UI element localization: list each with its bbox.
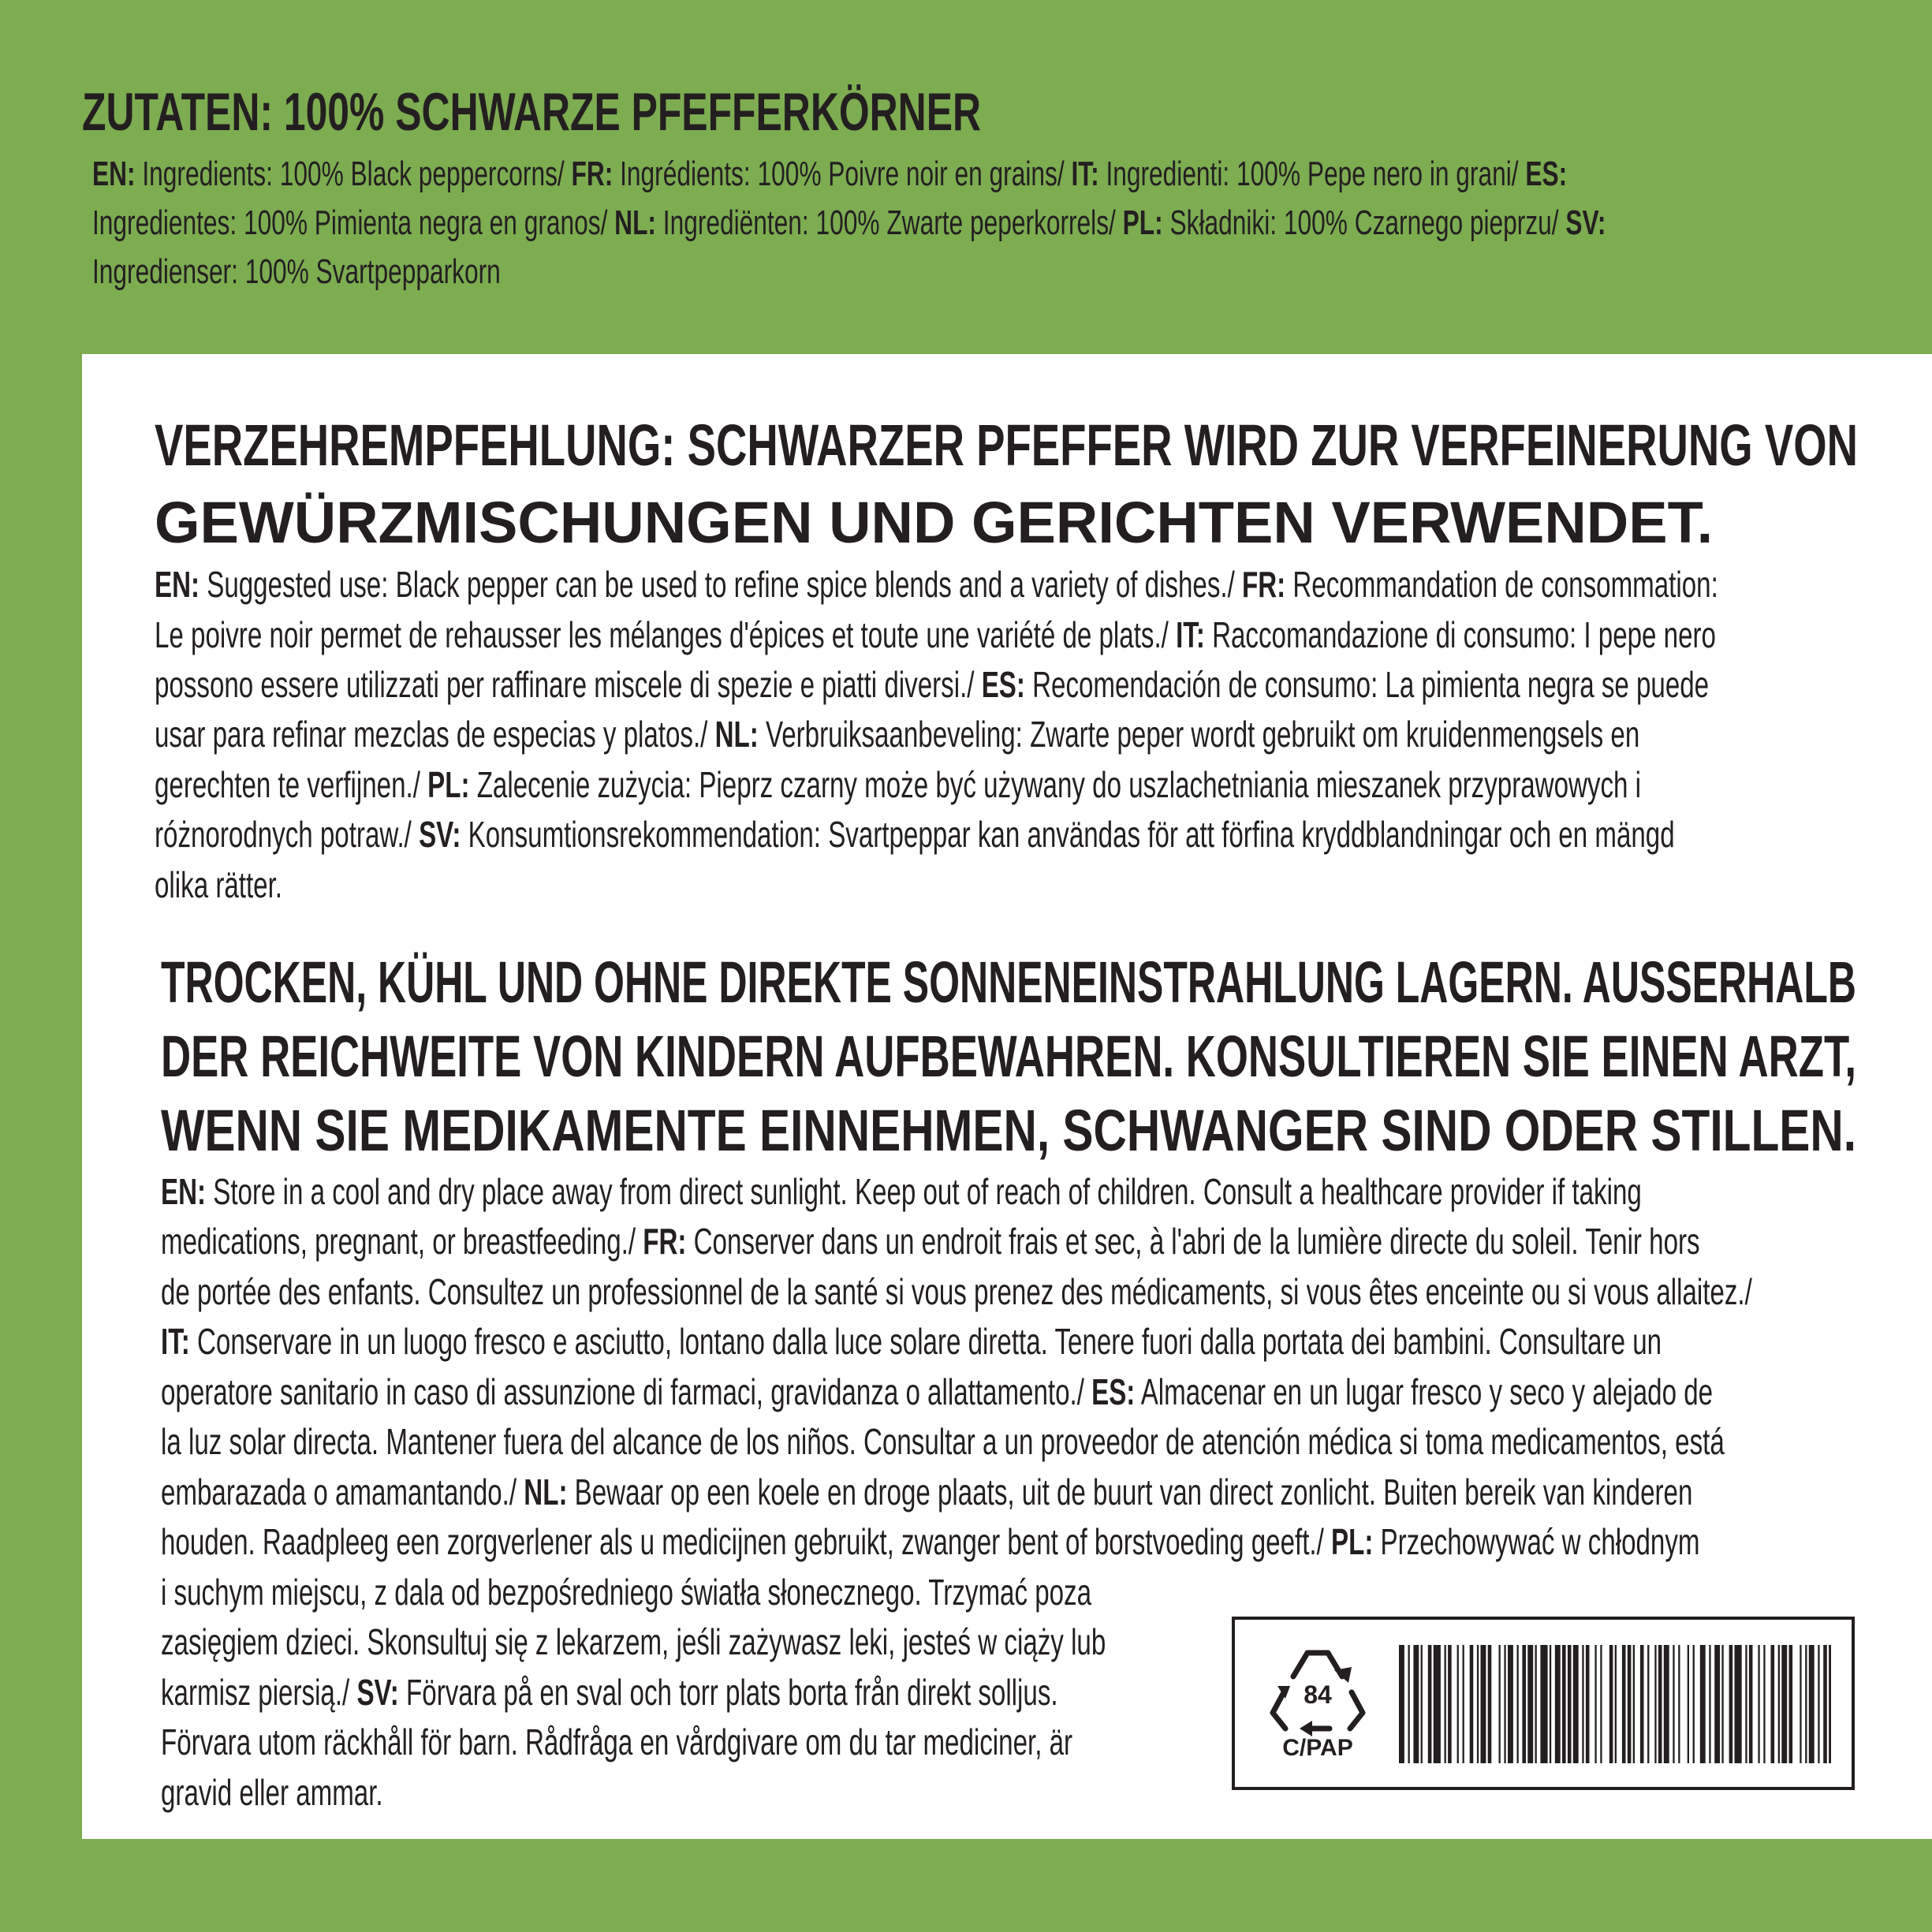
barcode-bar	[1678, 1645, 1680, 1763]
barcode-bar	[1448, 1645, 1452, 1763]
usage-text-line	[155, 565, 1932, 604]
storage-text-line	[161, 1422, 1932, 1461]
barcode-bar	[1628, 1645, 1632, 1763]
barcode-bar	[1709, 1645, 1710, 1763]
storage-text-line	[161, 1272, 1932, 1311]
language-code: IT:	[161, 1321, 190, 1362]
storage-heading-text: WENN SIE MEDIKAMENTE EINNEHMEN, SCHWANGER SIND ODER STILLEN.	[161, 1098, 1856, 1163]
storage-text-line	[161, 1572, 1453, 1612]
ingredients-title	[82, 82, 1307, 142]
barcode-bar	[1615, 1645, 1617, 1763]
barcode-bar	[1428, 1645, 1432, 1763]
storage-heading-text: DER REICHWEITE VON KINDERN AUFBEWAHREN. KONSULTIEREN SIE EINEN ARZT,	[161, 1024, 1856, 1089]
ingredients-line-text: EN: Ingredients: 100% Black peppercorns/ FR: Ingrédients: 100% Poivre noir en grains/ IT: Ingredienti: 100% Pepe nero in grani/ ES:	[92, 155, 1568, 193]
storage-text: embarazada o amamantando./ NL: Bewaar op een koele en droge plaats, uit de buurt van direct zonlicht. Buiten bereik van kinderen	[161, 1471, 1693, 1512]
barcode-bar	[1688, 1645, 1689, 1763]
language-code: PL:	[1330, 1521, 1374, 1562]
storage-text: la luz solar directa. Mantener fuera del alcance de los niños. Consultar a un proveedor de atención médica si toma medicamentos, está	[161, 1421, 1725, 1462]
language-code: NL:	[614, 203, 656, 242]
language-code: FR:	[571, 155, 614, 193]
language-code: SV:	[1565, 203, 1606, 242]
usage-heading-text: VERZEHREMPFEHLUNG: SCHWARZER PFEFFER WIRD ZUR VERFEINERUNG VON	[155, 412, 1858, 478]
barcode-bar	[1781, 1645, 1787, 1763]
barcode-bar	[1527, 1645, 1533, 1763]
usage-text-line	[155, 615, 1932, 655]
language-code: IT:	[1176, 614, 1205, 655]
barcode-bar	[1481, 1645, 1486, 1763]
barcode-bar	[1633, 1645, 1635, 1763]
barcode-bar	[1434, 1645, 1441, 1763]
barcode-bar	[1809, 1645, 1815, 1763]
language-code: PL:	[1122, 203, 1163, 242]
usage-text-line	[155, 765, 1932, 804]
barcode-bar	[1568, 1645, 1572, 1763]
language-code: SV:	[419, 814, 461, 855]
barcode-bar	[1789, 1645, 1793, 1763]
usage-heading-text: GEWÜRZMISCHUNGEN UND GERICHTEN VERWENDET.	[155, 490, 1714, 555]
barcode-bar	[1535, 1645, 1537, 1763]
barcode-bar	[1673, 1645, 1674, 1763]
ingredients-line	[92, 252, 659, 292]
barcode-bar	[1622, 1645, 1626, 1763]
barcode-bar	[1778, 1645, 1780, 1763]
barcode-bar	[1457, 1645, 1459, 1763]
barcode-box	[1232, 1617, 1855, 1790]
language-code: NL:	[524, 1471, 568, 1512]
usage-text: Le poivre noir permet de rehausser les mélanges d'épices et toute une variété de plats./ IT: Raccomandazione di consumo: I pepe nero	[155, 614, 1716, 655]
language-code: EN:	[155, 564, 200, 605]
barcode-bar	[1771, 1645, 1775, 1763]
barcode-bar	[1609, 1645, 1613, 1763]
barcode-bar	[1499, 1645, 1501, 1763]
barcode-bar	[1504, 1645, 1505, 1763]
storage-text: EN: Store in a cool and dry place away from direct sunlight. Keep out of reach of children. Consult a healthcare provider if taking	[161, 1171, 1642, 1212]
storage-text: i suchym miejscu, z dala od bezpośredniego światła słonecznego. Trzymać poza	[161, 1572, 1092, 1613]
language-code: IT:	[1071, 155, 1099, 193]
barcode-bar	[1640, 1645, 1644, 1763]
recycling-number: 84	[1304, 1680, 1332, 1709]
barcode-bar	[1600, 1645, 1602, 1763]
storage-text-line	[161, 1172, 1932, 1211]
barcode-bar	[1745, 1645, 1747, 1763]
usage-text-line	[155, 714, 1932, 754]
barcode-bar	[1749, 1645, 1753, 1763]
barcode-bar	[1721, 1645, 1723, 1763]
language-code: ES:	[1525, 155, 1568, 193]
ingredients-line	[92, 203, 1932, 243]
recycling-triangle-icon	[1266, 1640, 1369, 1759]
usage-heading-line	[155, 412, 1932, 478]
barcode-bar	[1647, 1645, 1649, 1763]
barcode-bar	[1594, 1645, 1596, 1763]
storage-text: de portée des enfants. Consultez un professionnel de la santé si vous prenez des médicaments, si vous êtes enceinte ou si vous allaitez./	[161, 1271, 1752, 1312]
usage-text: olika rätter.	[155, 864, 282, 905]
usage-text: różnorodnych potraw./ SV: Konsumtionsrekommendation: Svartpeppar kan användas för att förfina kryddblandningar och en mängd	[155, 814, 1675, 855]
usage-text: EN: Suggested use: Black pepper can be used to refine spice blends and a variety of dishes./ FR: Recommandation de consommation:	[155, 564, 1718, 605]
usage-text: possono essere utilizzati per raffinare miscele di spezie e piatti diversi./ ES: Recomendación de consumo: La pimienta negra se puede	[155, 664, 1710, 705]
storage-heading-line	[161, 1098, 1932, 1163]
barcode-bar	[1586, 1645, 1590, 1763]
barcode-bar	[1664, 1645, 1669, 1763]
usage-text: usar para refinar mezclas de especias y platos./ NL: Verbruiksaanbeveling: Zwarte peper wordt gebruikt om kruidenmengsels en	[155, 714, 1640, 755]
barcode-bar	[1658, 1645, 1662, 1763]
barcode-bar	[1463, 1645, 1464, 1763]
barcode-bar	[1488, 1645, 1492, 1763]
language-code: SV:	[356, 1672, 399, 1713]
storage-text: gravid eller ammar.	[161, 1772, 383, 1813]
barcode-bar	[1800, 1645, 1801, 1763]
storage-text-line	[161, 1773, 469, 1812]
usage-text-line	[155, 665, 1932, 704]
barcode-bar	[1729, 1645, 1733, 1763]
ingredients-title-text: ZUTATEN: 100% SCHWARZE PFEFFERKÖRNER	[82, 82, 981, 142]
barcode-bar	[1508, 1645, 1513, 1763]
barcode-bar	[1421, 1645, 1423, 1763]
storage-text-line	[161, 1673, 1407, 1712]
storage-text: Förvara utom räckhåll för barn. Rådfråga en vårdgivare om du tar mediciner, är	[161, 1721, 1073, 1762]
storage-text-line	[161, 1322, 1932, 1361]
barcode-bar	[1445, 1645, 1446, 1763]
barcode-bar	[1582, 1645, 1583, 1763]
barcode-bar	[1700, 1645, 1706, 1763]
barcode-bar	[1758, 1645, 1759, 1763]
storage-text: houden. Raadpleeg een zorgverlener als u medicijnen gebruikt, zwanger bent of borstvoeding geeft./ PL: Przechowywać w chłodnym	[161, 1521, 1700, 1562]
language-code: EN:	[161, 1171, 207, 1212]
language-code: PL:	[427, 764, 470, 805]
language-code: FR:	[1242, 564, 1286, 605]
storage-text: karmisz piersią./ SV: Förvara på en sval och torr plats borta från direkt solljus.	[161, 1672, 1058, 1713]
barcode-bar	[1555, 1645, 1561, 1763]
ingredients-line	[92, 155, 1932, 194]
language-code: NL:	[714, 714, 759, 755]
barcode-bar	[1823, 1645, 1827, 1763]
barcode-bar	[1517, 1645, 1519, 1763]
storage-text-line	[161, 1221, 1932, 1261]
ingredients-line-text: Ingredienser: 100% Svartpepparkorn	[92, 252, 501, 291]
barcode-bar	[1413, 1645, 1419, 1763]
usage-heading-line	[155, 490, 1714, 555]
barcode-bar	[1399, 1645, 1404, 1763]
barcode-bar	[1735, 1645, 1742, 1763]
storage-text-line	[161, 1522, 1932, 1561]
storage-heading-line	[161, 949, 1932, 1015]
barcode-bar	[1818, 1645, 1819, 1763]
language-code: EN:	[92, 155, 136, 193]
language-code: FR:	[643, 1221, 687, 1262]
barcode-bar	[1562, 1645, 1566, 1763]
barcode-bar	[1408, 1645, 1410, 1763]
usage-text-line	[155, 815, 1932, 854]
recycling-code: C/PAP	[1282, 1735, 1353, 1759]
barcode-icon	[1399, 1645, 1831, 1763]
storage-text: operatore sanitario in caso di assunzione di farmaci, gravidanza o allattamento./ ES: Almacenar en un lugar fresco y seco y alejado de	[161, 1371, 1714, 1412]
barcode-bar	[1805, 1645, 1807, 1763]
language-code: ES:	[981, 664, 1025, 705]
barcode-bar	[1654, 1645, 1656, 1763]
barcode-bar	[1829, 1645, 1831, 1763]
usage-text-line	[155, 865, 332, 904]
barcode-bar	[1477, 1645, 1479, 1763]
storage-text-line	[161, 1472, 1932, 1512]
barcode-bar	[1573, 1645, 1579, 1763]
storage-heading-line	[161, 1024, 1932, 1089]
storage-text: medications, pregnant, or breastfeeding./ FR: Conserver dans un endroit frais et sec, à l'abri de la lumière directe du soleil. Tenir hors	[161, 1221, 1700, 1262]
storage-text: zasięgiem dzieci. Skonsultuj się z lekarzem, jeśli zażywasz leki, jesteś w ciąży lub	[161, 1621, 1106, 1662]
ingredients-line-text: Ingredientes: 100% Pimienta negra en granos/ NL: Ingrediënten: 100% Zwarte peperkorrels/ PL: Składniki: 100% Czarnego pieprzu/ SV:	[92, 203, 1606, 242]
barcode-bar	[1550, 1645, 1551, 1763]
storage-heading-text: TROCKEN, KÜHL UND OHNE DIREKTE SONNENEINSTRAHLUNG LAGERN. AUSSERHALB	[161, 949, 1856, 1015]
barcode-bar	[1714, 1645, 1720, 1763]
storage-text-line	[161, 1372, 1932, 1412]
usage-text: gerechten te verfijnen./ PL: Zalecenie zużycia: Pieprz czarny może być używany do uszlachetniania mieszanek przyprawowych i	[155, 764, 1642, 805]
barcode-bar	[1693, 1645, 1695, 1763]
storage-text: IT: Conservare in un luogo fresco e asciutto, lontano dalla luce solare diretta. Tenere fuori dalla portata dei bambini. Consultare un	[161, 1321, 1662, 1362]
barcode-bar	[1470, 1645, 1474, 1763]
barcode-bar	[1540, 1645, 1547, 1763]
barcode-bar	[1522, 1645, 1526, 1763]
barcode-bar	[1763, 1645, 1765, 1763]
language-code: ES:	[1091, 1371, 1136, 1412]
